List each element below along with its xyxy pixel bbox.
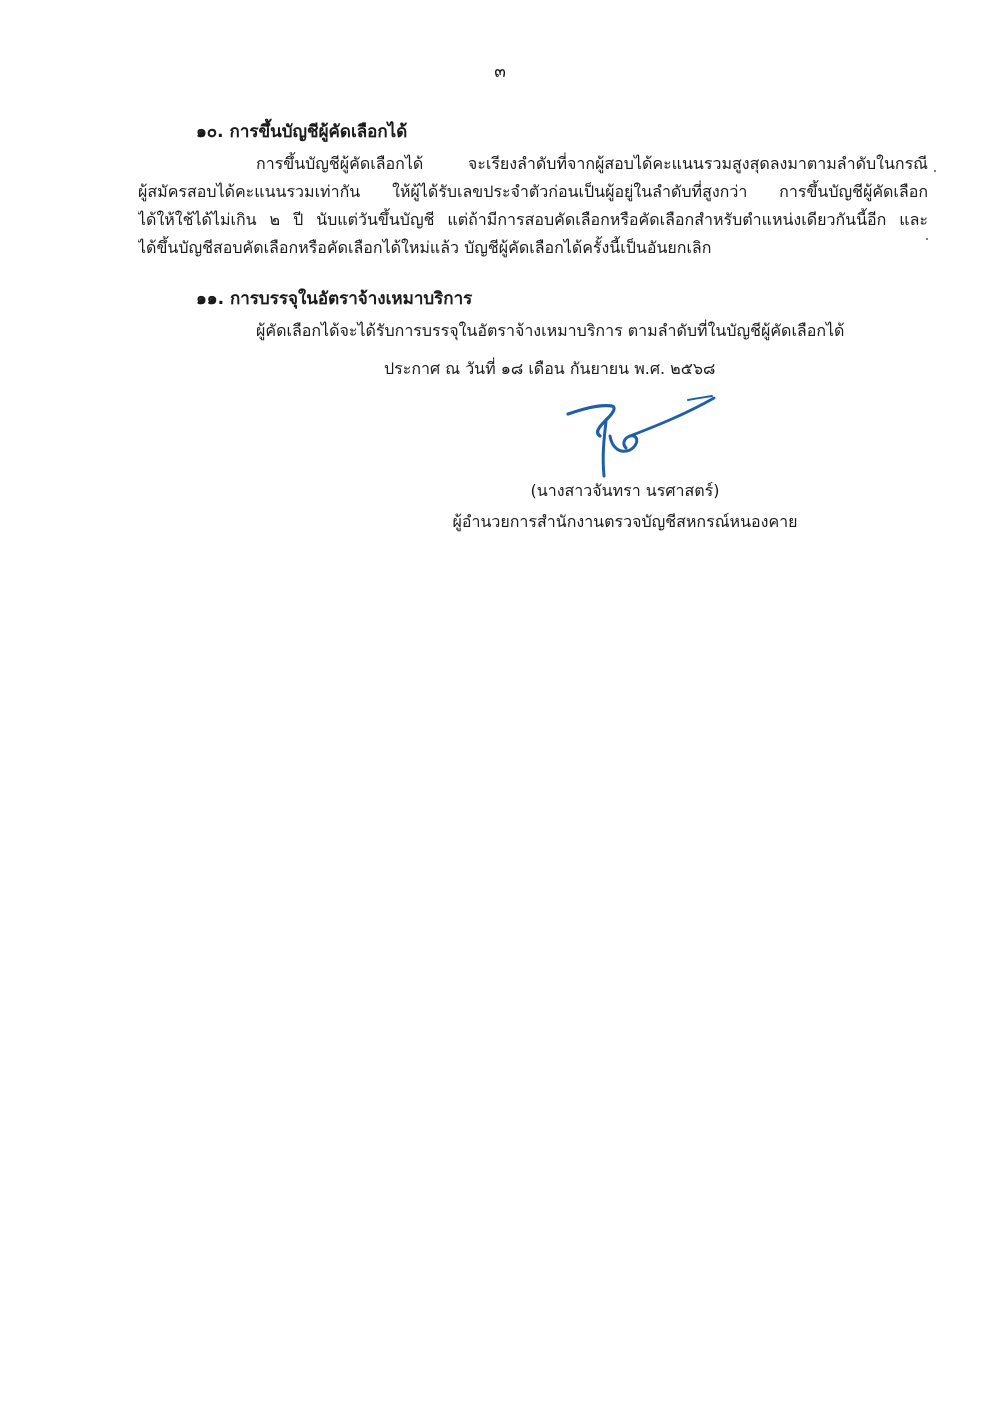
section-10-line-1: การขึ้นบัญชีผู้คัดเลือกได้ จะเรียงลำดับที่จากผู้สอบได้คะแนนรวมสูงสุดลงมาตามลำดับในกรณี [256, 154, 928, 173]
signer-name: (นางสาวจันทรา นรศาสตร์) [530, 481, 720, 500]
section-10-paragraph [138, 150, 928, 262]
section-11-heading: ๑๑. การบรรจุในอัตราจ้างเหมาบริการ [196, 289, 473, 309]
page-number: ๓ [494, 62, 506, 82]
section-10-line-4: ได้ขึ้นบัญชีสอบคัดเลือกหรือคัดเลือกได้ใหม่แล้ว บัญชีผู้คัดเลือกได้ครั้งนี้เป็นอันยกเลิก [138, 238, 712, 257]
section-10-line-3: ได้ให้ใช้ได้ไม่เกิน ๒ ปี นับแต่วันขึ้นบัญชี แต่ถ้ามีการสอบคัดเลือกหรือคัดเลือกสำหรับตำแหน่งเดียวกันนี้อีก และ [138, 210, 928, 229]
announcement-date: ประกาศ ณ วันที่ ๑๘ เดือน กันยายน พ.ศ. ๒๕๖๘ [384, 359, 716, 378]
signer-title: ผู้อำนวยการสำนักงานตรวจบัญชีสหกรณ์หนองคาย [452, 512, 798, 531]
scan-speck [934, 170, 936, 172]
section-10-line-2: ผู้สมัครสอบได้คะแนนรวมเท่ากัน ให้ผู้ได้รับเลขประจำตัวก่อนเป็นผู้อยู่ในลำดับที่สูงกว่า การขึ้นบัญชีผู้คัดเลือก [138, 182, 928, 201]
section-11-paragraph: ผู้คัดเลือกได้จะได้รับการบรรจุในอัตราจ้างเหมาบริการ ตามลำดับที่ในบัญชีผู้คัดเลือกได้ [256, 321, 845, 340]
scan-speck [926, 238, 928, 240]
handwritten-signature [560, 392, 720, 482]
section-10-heading: ๑๐. การขึ้นบัญชีผู้คัดเลือกได้ [196, 122, 408, 142]
